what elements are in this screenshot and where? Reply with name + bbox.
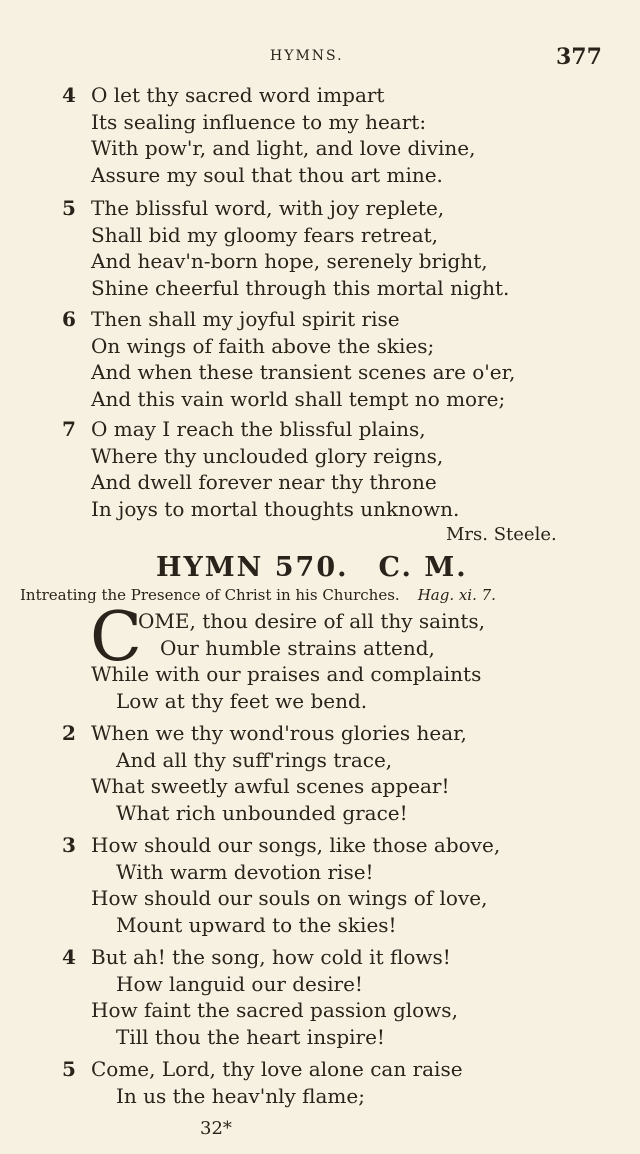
verse-line: [62, 688, 602, 715]
verse-line: [62, 1056, 602, 1083]
verse-text: With pow'r, and light, and love divine,: [91, 136, 476, 160]
verse-line: [62, 747, 602, 774]
verse-text: O may I reach the blissful plains,: [91, 417, 426, 441]
stanza-number: 2: [62, 721, 76, 745]
verse-text: Assure my soul that thou art mine.: [91, 162, 443, 187]
verse-text: How should our songs, like those above,: [91, 833, 501, 857]
stanza-number: 5: [62, 196, 76, 220]
stanza-number: 6: [62, 307, 76, 331]
verse-line: [62, 832, 602, 859]
verse-text: Our humble strains attend,: [160, 635, 435, 660]
verse-text: On wings of faith above the skies;: [91, 333, 435, 358]
verse-line: [62, 222, 602, 249]
verse-line: [62, 162, 602, 189]
verse-line: [62, 859, 602, 886]
verse-line: [62, 496, 602, 523]
verse-line: [62, 944, 602, 971]
verse-line: [62, 997, 602, 1024]
drop-cap: C: [90, 598, 143, 677]
verse-text: Then shall my joyful spirit rise: [91, 307, 400, 331]
stanza-3: [62, 832, 602, 938]
stanza-prev-4: [62, 82, 602, 188]
verse-line: [62, 306, 602, 333]
stanza-number: 3: [62, 833, 76, 857]
verse-text: And when these transient scenes are o'er,: [91, 360, 516, 384]
stanza-number: 7: [62, 417, 76, 441]
verse-line: [62, 1083, 602, 1110]
verse-text: While with our praises and complaints: [91, 662, 482, 686]
verse-line: [62, 135, 602, 162]
verse-text: In joys to mortal thoughts unknown.: [91, 496, 460, 521]
stanza-prev-7: [62, 416, 602, 522]
verse-line: [62, 885, 602, 912]
verse-line: [62, 82, 602, 109]
verse-text: Low at thy feet we bend.: [116, 688, 368, 713]
verse-text: And this vain world shall tempt no more;: [91, 386, 506, 411]
verse-text: What rich unbounded grace!: [116, 800, 408, 825]
running-head: [0, 44, 640, 68]
verse-text: In us the heav'nly flame;: [116, 1083, 365, 1108]
page-number: 377: [556, 44, 602, 70]
verse-text: Mount upward to the skies!: [116, 912, 397, 937]
stanza-prev-5: [62, 195, 602, 301]
verse-line: [62, 635, 602, 662]
verse-line: [62, 971, 602, 998]
verse-line: [62, 443, 602, 470]
stanza-4: [62, 944, 602, 1050]
verse-text: Where thy unclouded glory reigns,: [91, 443, 444, 468]
verse-line: [62, 720, 602, 747]
verse-text: With warm devotion rise!: [116, 859, 374, 884]
stanza-5: [62, 1056, 602, 1109]
verse-text: Shall bid my gloomy fears retreat,: [91, 222, 439, 247]
verse-text: O let thy sacred word impart: [91, 83, 385, 107]
verse-text: What sweetly awful scenes appear!: [91, 774, 450, 798]
hymn-meter: C. M.: [378, 552, 468, 583]
verse-line: [62, 275, 602, 302]
verse-line: [62, 773, 602, 800]
verse-line: [62, 469, 602, 496]
running-title: HYMNS.: [270, 48, 344, 64]
verse-line: [62, 386, 602, 413]
hymn-heading: [156, 552, 468, 583]
verse-text: And heav'n-born hope, serenely bright,: [91, 249, 488, 273]
verse-text: How faint the sacred passion glows,: [91, 998, 458, 1022]
verse-line: [62, 195, 602, 222]
verse-line: [62, 416, 602, 443]
verse-text: How languid our desire!: [116, 971, 363, 996]
signature-mark: 32*: [200, 1118, 232, 1139]
hymn-number: HYMN 570.: [156, 552, 349, 583]
verse-text: The blissful word, with joy replete,: [91, 196, 445, 220]
hymn-subject: Intreating the Presence of Christ in his Churches.: [20, 586, 400, 604]
verse-text: Its sealing influence to my heart:: [91, 109, 427, 134]
verse-line: [62, 359, 602, 386]
verse-text: How should our souls on wings of love,: [91, 886, 488, 910]
verse-line: [62, 1024, 602, 1051]
stanza-2: [62, 720, 602, 826]
stanza-prev-6: [62, 306, 602, 412]
verse-text: OME, thou desire of all thy saints,: [138, 609, 486, 633]
verse-text: But ah! the song, how cold it flows!: [91, 945, 451, 969]
stanza-1: [62, 608, 602, 714]
verse-line: [62, 800, 602, 827]
verse-line: [62, 333, 602, 360]
verse-line: [62, 912, 602, 939]
verse-text: When we thy wond'rous glories hear,: [91, 721, 467, 745]
author-attribution: Mrs. Steele.: [446, 524, 557, 545]
verse-text: Till thou the heart inspire!: [116, 1024, 385, 1049]
stanza-number: 4: [62, 83, 76, 107]
verse-text: And all thy suff'rings trace,: [116, 747, 393, 772]
stanza-number: 4: [62, 945, 76, 969]
verse-line: [62, 608, 602, 635]
verse-line: [62, 109, 602, 136]
scripture-reference: Hag. xi. 7.: [417, 586, 496, 604]
verse-line: [62, 661, 602, 688]
verse-text: Shine cheerful through this mortal night.: [91, 275, 510, 300]
stanza-number: 5: [62, 1057, 76, 1081]
verse-line: [62, 248, 602, 275]
verse-text: Come, Lord, thy love alone can raise: [91, 1057, 463, 1081]
verse-text: And dwell forever near thy throne: [91, 470, 437, 494]
